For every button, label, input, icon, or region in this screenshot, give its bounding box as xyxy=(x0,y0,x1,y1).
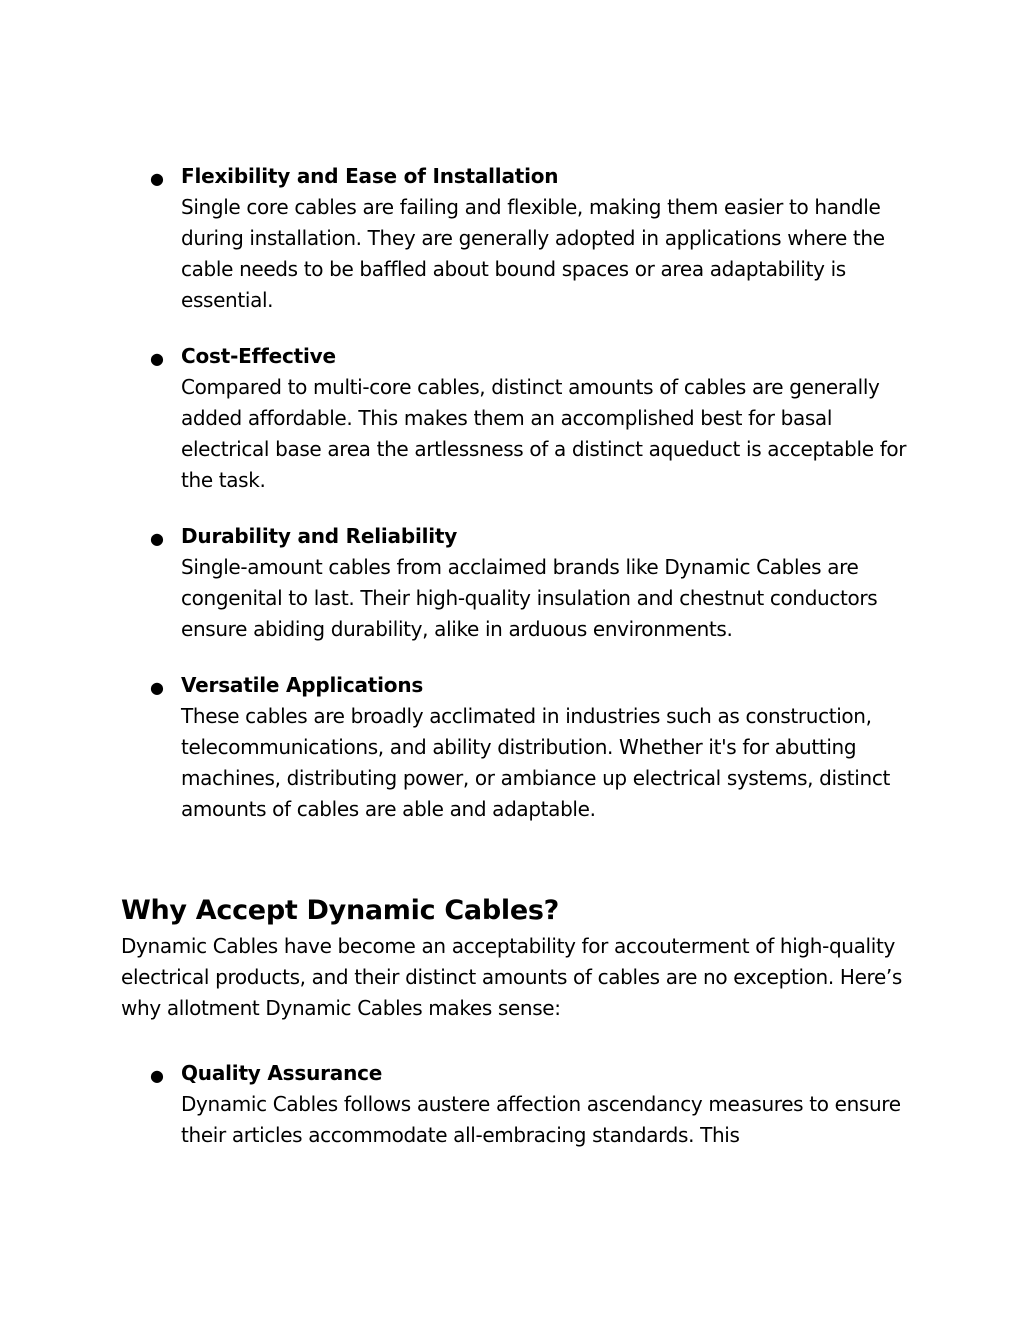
bullet-icon: ● xyxy=(150,678,164,697)
item-body: Dynamic Cables follows austere affection ascendancy measures to ensure their articles accommodate all-embracing standards. This xyxy=(181,1092,901,1147)
section-intro: Dynamic Cables have become an acceptability for accouterment of high-quality electrical products, and their distinct amounts of cables are no exception. Here’s why allotment Dynamic Cables makes sense: xyxy=(121,934,902,1020)
bullet-icon: ● xyxy=(150,169,164,188)
list-item xyxy=(150,161,920,316)
bullet-icon: ● xyxy=(150,1066,164,1085)
section-heading: Why Accept Dynamic Cables? xyxy=(121,895,559,926)
item-title: Flexibility and Ease of Installation xyxy=(181,164,559,188)
benefits-list xyxy=(150,161,920,850)
list-item xyxy=(150,1058,920,1151)
item-title: Cost-Effective xyxy=(181,344,336,368)
list-item xyxy=(150,341,920,496)
item-body: Compared to multi-core cables, distinct amounts of cables are generally added affordable. This makes them an accomplished best for basal electrical base area the artlessness of a distinct aqueduct is acceptable for the task. xyxy=(181,375,907,492)
list-item xyxy=(150,521,920,645)
bullet-icon: ● xyxy=(150,529,164,548)
item-body: These cables are broadly acclimated in industries such as construction, telecommunications, and ability distribution. Whether it's for abutting machines, distributing power, or ambiance up electrical systems, distinct amounts of cables are able and adaptable. xyxy=(181,704,890,821)
item-title: Durability and Reliability xyxy=(181,524,458,548)
item-title: Versatile Applications xyxy=(181,673,424,697)
list-item xyxy=(150,670,920,825)
item-body: Single core cables are failing and flexible, making them easier to handle during installation. They are generally adopted in applications where the cable needs to be baffled about bound spaces or area adaptability is essential. xyxy=(181,195,885,312)
bullet-icon: ● xyxy=(150,349,164,368)
item-title: Quality Assurance xyxy=(181,1061,383,1085)
item-body: Single-amount cables from acclaimed brands like Dynamic Cables are congenital to last. Their high-quality insulation and chestnut conductors ensure abiding durability, alike in arduous environments. xyxy=(181,555,878,641)
reasons-list xyxy=(150,1058,920,1176)
